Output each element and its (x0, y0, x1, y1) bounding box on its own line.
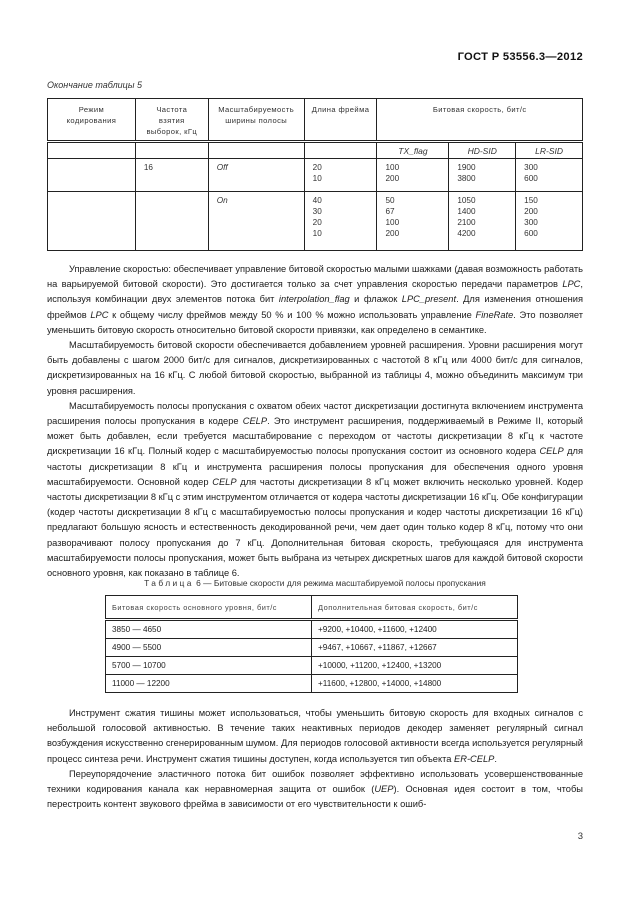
sample-rate-cell: 16 (135, 159, 208, 192)
table-row (48, 159, 583, 192)
table-row: 5700 — 10700 +10000, +11200, +12400, +13200 (106, 657, 518, 675)
scalability-cell: Off (208, 159, 304, 192)
table5-col-frame-length: Длина фрейма (304, 99, 377, 142)
paragraph-rate-control: Управление скоростью: обеспечивает управление битовой скоростью малыми шажками (давая возможность работать на варьируемой битовой скорости). Это достигается только за счет управления скоростью передачи параметров LPC, используя комбинации двух элементов потока бит interpolation_flag и флажок LPC_present. Для изменения отношения фреймов LPC к общему числу фреймов между 50 % и 100 % можно использовать управление FineRate. Это позволяет уменьшить битовую скорость относительно битовой скорости привязки, как определено в семантике. (47, 264, 583, 335)
table5-header-row (48, 99, 583, 142)
hd-sid-cell: 1900 3800 (449, 159, 516, 192)
table-row: 3850 — 4650 +9200, +10400, +11600, +12400 (106, 620, 518, 639)
tx-flag-cell: 50 67 100 200 (377, 192, 449, 251)
table5-caption: Окончание таблицы 5 (47, 80, 142, 90)
paragraph-silence-compression: Инструмент сжатия тишины может использоваться, чтобы уменьшить битовую скорость для входных сигналов с небольшой голосовой активностью. В течение таких неактивных периодов декодер заменяет регулярный сигнал возбуждения искусственно сгенерированным шумом. Для периодов голосовой активности всегда используется регулярный процесс синтеза речи. Инструмент сжатия тишины доступен, когда используется тип объекта ER-CELP. (47, 708, 583, 764)
table6-header-row (106, 596, 518, 620)
hd-sid-cell: 1050 1400 2100 4200 (449, 192, 516, 251)
paragraph-bandwidth-scalability: Масштабируемость полосы пропускания с охватом обеих частот дискретизации достигнута включением инструмента расширения полосы пропускания в кодере CELP. Это инструмент расширения, поддерживаемый в Режиме II, который может быть добавлен, если требуется масштабирование с переходом от частоты дискретизации 8 кГц к частоте дискретизации 16 кГц. Полный кодер с масштабируемостью полосы пропускания состоит из основного кодера CELP для частоты дискретизации 8 кГц и инструмента расширения полосы пропускания для обеспечения одного уровня масштабируемости. Основной кодер CELP для частоты дискретизации 8 кГц может включить несколько уровней. Кодер частоты дискретизации 8 кГц с этим инструментом отличается от кодера частоты дискретизации 16 кГц. Обе конфигурации (кодер частоты дискретизации 8 кГц с масштабируемостью полосы пропускания и кодер частоты дискретизации 16 кГц) предлагают большую ясность и естественность декодированной речи, чем дает один только кодер 8 кГц, потому что они разворачивают полосу пропускания до 7 кГц. Дополнительная битовая скорость, требующаяся для инструмента масштабируемости полосы пропускания, может быть выбрана из четырех дискретных шагов для каждой битовой скорости основного уровня, как показано в таблице 6. (47, 400, 584, 579)
table6-col-additional-rate: Дополнительная битовая скорость, бит/с (312, 596, 518, 620)
standard-number-header: ГОСТ Р 53556.3—2012 (457, 51, 583, 63)
body-text-block-2 (47, 706, 583, 812)
table5-subheader-row (48, 142, 583, 159)
table6-caption: Таблица 6 — Битовые скорости для режима масштабируемой полосы пропускания (144, 578, 486, 588)
page-number: 3 (577, 831, 583, 842)
table-row: 11000 — 12200 +11600, +12800, +14000, +14800 (106, 675, 518, 693)
sample-rate-cell (135, 192, 208, 251)
table-row (48, 192, 583, 251)
scalability-cell: On (208, 192, 304, 251)
table5-subcol-hd-sid: HD-SID (449, 142, 516, 159)
table6-col-base-rate: Битовая скорость основного уровня, бит/с (106, 596, 312, 620)
table5-col-sample-rate: Частота взятия выборок, кГц (135, 99, 208, 142)
table-row: 4900 — 5500 +9467, +10667, +11867, +12667 (106, 639, 518, 657)
table5 (47, 98, 583, 251)
table5-col-mode: Режим кодирования (48, 99, 136, 142)
table6 (105, 595, 518, 693)
lr-sid-cell: 300 600 (516, 159, 583, 192)
table5-subcol-lr-sid: LR-SID (516, 142, 583, 159)
paragraph-error-resilient-reordering: Переупорядочение эластичного потока бит ошибок позволяет эффективно использовать усовершенствованные техники кодирования канала как неравномерная защита от ошибок (UEP). Основная идея состоит в том, чтобы перестроить контент звукового фрейма в зависимости от его чувствительности к ошиб- (47, 768, 583, 810)
body-text-block-1 (47, 262, 583, 581)
lr-sid-cell: 150 200 300 600 (516, 192, 583, 251)
paragraph-bitrate-scalability: Масштабируемость битовой скорости обеспечивается добавлением уровней расширения. Уровни расширения могут быть добавлены с шагом 2000 бит/с для сигналов, дискретизированных с частотой 8 кГц или 4000 бит/с для сигналов, дискретизированных на 16 кГц. С любой битовой скоростью, выбранной из таблицы 4, можно объединить максимум три уровня расширения. (47, 340, 583, 396)
table5-col-scalability: Масштабируемость ширины полосы (208, 99, 304, 142)
frame-length-cell: 20 10 (304, 159, 377, 192)
tx-flag-cell: 100 200 (377, 159, 449, 192)
frame-length-cell: 40 30 20 10 (304, 192, 377, 251)
table5-subcol-tx-flag: TX_flag (377, 142, 449, 159)
table5-col-bitrate: Битовая скорость, бит/с (377, 99, 583, 142)
